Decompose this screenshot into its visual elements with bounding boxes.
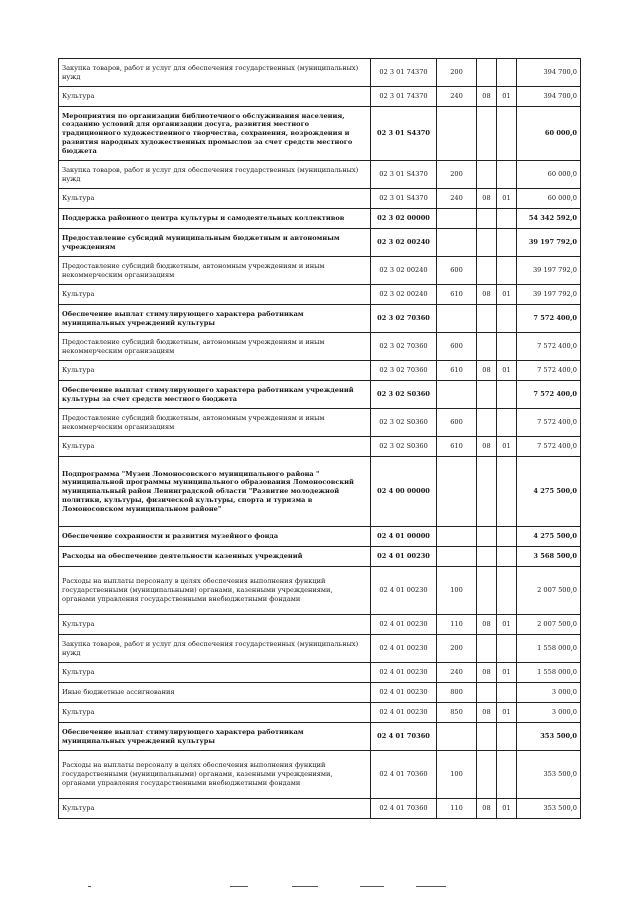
table-row: [59, 663, 581, 683]
row-section: [477, 257, 497, 285]
row-amount: 39 197 792,0: [517, 229, 581, 257]
row-subsection: [497, 527, 517, 547]
row-name: Закупка товаров, работ и услуг для обеспечения государственных (муниципальных) нужд: [59, 161, 371, 189]
row-expense-type: [437, 229, 477, 257]
row-section: 08: [477, 285, 497, 305]
table-row: [59, 635, 581, 663]
row-amount: 7 572 400,0: [517, 305, 581, 333]
row-section: [477, 107, 497, 161]
row-name: Культура: [59, 703, 371, 723]
budget-table: [58, 58, 581, 819]
row-subsection: [497, 635, 517, 663]
row-expense-type: [437, 457, 477, 527]
table-row: [59, 59, 581, 87]
table-row: [59, 229, 581, 257]
row-section: 08: [477, 361, 497, 381]
row-subsection: [497, 107, 517, 161]
row-expense-type: [437, 723, 477, 751]
row-subsection: [497, 409, 517, 437]
row-amount: 7 572 400,0: [517, 361, 581, 381]
row-expense-type: [437, 305, 477, 333]
row-code: 02 3 02 00240: [371, 257, 437, 285]
row-amount: 3 000,0: [517, 683, 581, 703]
row-code: 02 4 01 00230: [371, 547, 437, 567]
row-section: [477, 229, 497, 257]
row-code: 02 4 01 70360: [371, 723, 437, 751]
row-subsection: [497, 567, 517, 615]
row-amount: 60 000,0: [517, 189, 581, 209]
row-amount: 353 500,0: [517, 723, 581, 751]
row-name: Культура: [59, 437, 371, 457]
table-row: [59, 567, 581, 615]
row-subsection: [497, 257, 517, 285]
row-name: Подпрограмма "Музеи Ломоносовского муниципального района " муниципальной программы муниципального образования Ломоносовский муниципальный район Ленинградской области "Развитие молодежной политики, культуры, физической культуры, спорта и туризма в Ломоносовском муниципальном районе": [59, 457, 371, 527]
row-section: [477, 751, 497, 799]
row-section: [477, 333, 497, 361]
table-row: [59, 107, 581, 161]
table-row: [59, 437, 581, 457]
row-subsection: 01: [497, 437, 517, 457]
row-subsection: 01: [497, 189, 517, 209]
row-expense-type: 200: [437, 161, 477, 189]
row-expense-type: 240: [437, 189, 477, 209]
table-row: [59, 257, 581, 285]
row-amount: 3 568 500,0: [517, 547, 581, 567]
row-expense-type: 100: [437, 751, 477, 799]
row-name: Обеспечение выплат стимулирующего характера работникам муниципальных учреждений культуры: [59, 305, 371, 333]
row-name: Предоставление субсидий бюджетным, автономным учреждениям и иным некоммерческим организациям: [59, 409, 371, 437]
row-subsection: [497, 209, 517, 229]
row-code: 02 3 01 S4370: [371, 161, 437, 189]
row-code: 02 4 00 00000: [371, 457, 437, 527]
row-name: Расходы на выплаты персоналу в целях обеспечения выполнения функций государственными (муниципальными) органами, казенными учреждениями, органами управления государственными внебюджетными фондами: [59, 567, 371, 615]
row-subsection: 01: [497, 615, 517, 635]
row-name: Культура: [59, 615, 371, 635]
row-subsection: 01: [497, 361, 517, 381]
row-name: Культура: [59, 87, 371, 107]
row-expense-type: 200: [437, 59, 477, 87]
row-section: 08: [477, 189, 497, 209]
table-row: [59, 527, 581, 547]
table-row: [59, 381, 581, 409]
row-code: 02 4 01 70360: [371, 799, 437, 819]
row-name: Культура: [59, 285, 371, 305]
row-code: 02 3 02 70360: [371, 305, 437, 333]
table-row: [59, 409, 581, 437]
row-amount: 1 558 000,0: [517, 663, 581, 683]
row-subsection: [497, 457, 517, 527]
row-amount: 60 000,0: [517, 107, 581, 161]
row-name: Культура: [59, 361, 371, 381]
table-row: [59, 723, 581, 751]
row-amount: 7 572 400,0: [517, 437, 581, 457]
row-expense-type: 110: [437, 615, 477, 635]
table-row: [59, 457, 581, 527]
row-subsection: [497, 723, 517, 751]
row-code: 02 4 01 70360: [371, 751, 437, 799]
row-code: 02 4 01 00230: [371, 567, 437, 615]
row-subsection: [497, 683, 517, 703]
row-section: 08: [477, 615, 497, 635]
row-code: 02 3 02 00000: [371, 209, 437, 229]
table-row: [59, 333, 581, 361]
row-expense-type: 240: [437, 87, 477, 107]
row-expense-type: [437, 381, 477, 409]
row-expense-type: 240: [437, 663, 477, 683]
row-name: Культура: [59, 663, 371, 683]
row-amount: 2 007 500,0: [517, 615, 581, 635]
row-subsection: [497, 305, 517, 333]
row-section: [477, 567, 497, 615]
row-code: 02 3 02 70360: [371, 361, 437, 381]
row-section: 08: [477, 799, 497, 819]
row-name: Иные бюджетные ассигнования: [59, 683, 371, 703]
row-amount: 4 275 500,0: [517, 457, 581, 527]
row-amount: 7 572 400,0: [517, 409, 581, 437]
row-code: 02 3 01 74370: [371, 87, 437, 107]
row-subsection: 01: [497, 663, 517, 683]
row-subsection: 01: [497, 799, 517, 819]
row-name: Обеспечение выплат стимулирующего характера работникам муниципальных учреждений культуры: [59, 723, 371, 751]
row-section: [477, 683, 497, 703]
row-code: 02 3 01 74370: [371, 59, 437, 87]
row-code: 02 4 01 00230: [371, 703, 437, 723]
row-code: 02 4 01 00230: [371, 663, 437, 683]
row-name: Обеспечение выплат стимулирующего характера работникам учреждений культуры за счет средств местного бюджета: [59, 381, 371, 409]
row-amount: 353 500,0: [517, 751, 581, 799]
row-expense-type: 600: [437, 409, 477, 437]
row-section: [477, 409, 497, 437]
row-section: [477, 527, 497, 547]
row-expense-type: [437, 107, 477, 161]
row-subsection: [497, 161, 517, 189]
row-name: Поддержка районного центра культуры и самодеятельных коллективов: [59, 209, 371, 229]
row-amount: 353 500,0: [517, 799, 581, 819]
table-row: [59, 161, 581, 189]
row-amount: 394 700,0: [517, 87, 581, 107]
row-section: 08: [477, 663, 497, 683]
page-bottom-scan-marks: [60, 880, 580, 894]
row-expense-type: 200: [437, 635, 477, 663]
row-name: Расходы на обеспечение деятельности казенных учреждений: [59, 547, 371, 567]
row-name: Закупка товаров, работ и услуг для обеспечения государственных (муниципальных) нужд: [59, 635, 371, 663]
table-row: [59, 683, 581, 703]
row-code: 02 3 02 S0360: [371, 437, 437, 457]
row-expense-type: 610: [437, 361, 477, 381]
row-code: 02 4 01 00230: [371, 615, 437, 635]
row-code: 02 3 01 S4370: [371, 189, 437, 209]
row-name: Предоставление субсидий бюджетным, автономным учреждениям и иным некоммерческим организациям: [59, 257, 371, 285]
table-row: [59, 547, 581, 567]
row-section: [477, 161, 497, 189]
row-section: [477, 305, 497, 333]
row-expense-type: 110: [437, 799, 477, 819]
row-subsection: [497, 381, 517, 409]
row-amount: 54 342 592,0: [517, 209, 581, 229]
row-expense-type: 100: [437, 567, 477, 615]
row-expense-type: 600: [437, 333, 477, 361]
row-name: Обеспечение сохранности и развития музейного фонда: [59, 527, 371, 547]
row-section: 08: [477, 703, 497, 723]
row-code: 02 4 01 00230: [371, 635, 437, 663]
table-body: [59, 59, 581, 819]
row-name: Предоставление субсидий бюджетным, автономным учреждениям и иным некоммерческим организациям: [59, 333, 371, 361]
row-section: [477, 59, 497, 87]
row-subsection: [497, 229, 517, 257]
row-code: 02 3 02 70360: [371, 333, 437, 361]
row-section: [477, 547, 497, 567]
row-subsection: 01: [497, 703, 517, 723]
row-subsection: [497, 59, 517, 87]
table-row: [59, 751, 581, 799]
table-row: [59, 285, 581, 305]
table-row: [59, 361, 581, 381]
row-expense-type: 600: [437, 257, 477, 285]
row-subsection: 01: [497, 87, 517, 107]
row-amount: 7 572 400,0: [517, 381, 581, 409]
table-row: [59, 799, 581, 819]
row-code: 02 3 02 00240: [371, 285, 437, 305]
row-section: [477, 635, 497, 663]
table-row: [59, 703, 581, 723]
table-row: [59, 615, 581, 635]
row-amount: 3 000,0: [517, 703, 581, 723]
row-amount: 2 007 500,0: [517, 567, 581, 615]
row-subsection: 01: [497, 285, 517, 305]
row-name: Закупка товаров, работ и услуг для обеспечения государственных (муниципальных) нужд: [59, 59, 371, 87]
row-section: 08: [477, 437, 497, 457]
row-code: 02 3 02 00240: [371, 229, 437, 257]
table-row: [59, 305, 581, 333]
row-section: [477, 209, 497, 229]
row-amount: 4 275 500,0: [517, 527, 581, 547]
row-subsection: [497, 751, 517, 799]
row-amount: 7 572 400,0: [517, 333, 581, 361]
row-code: 02 4 01 00000: [371, 527, 437, 547]
row-expense-type: 850: [437, 703, 477, 723]
row-code: 02 3 02 S0360: [371, 409, 437, 437]
row-expense-type: 800: [437, 683, 477, 703]
row-amount: 39 197 792,0: [517, 285, 581, 305]
row-name: Расходы на выплаты персоналу в целях обеспечения выполнения функций государственными (муниципальными) органами, казенными учреждениями, органами управления государственными внебюджетными фондами: [59, 751, 371, 799]
row-code: 02 3 02 S0360: [371, 381, 437, 409]
row-subsection: [497, 333, 517, 361]
row-name: Культура: [59, 799, 371, 819]
row-name: Мероприятия по организации библиотечного обслуживания населения, созданию условий для организации досуга, развития местного традиционного художественного творчества, сохранения, возрождения и развития народных художественных промыслов за счет средств местного бюджета: [59, 107, 371, 161]
row-amount: 60 000,0: [517, 161, 581, 189]
row-amount: 394 700,0: [517, 59, 581, 87]
row-section: 08: [477, 87, 497, 107]
row-expense-type: 610: [437, 437, 477, 457]
row-subsection: [497, 547, 517, 567]
row-amount: 39 197 792,0: [517, 257, 581, 285]
row-section: [477, 457, 497, 527]
table-row: [59, 209, 581, 229]
row-code: 02 3 01 S4370: [371, 107, 437, 161]
row-name: Культура: [59, 189, 371, 209]
table-row: [59, 87, 581, 107]
row-expense-type: 610: [437, 285, 477, 305]
table-row: [59, 189, 581, 209]
row-amount: 1 558 000,0: [517, 635, 581, 663]
row-expense-type: [437, 547, 477, 567]
row-expense-type: [437, 527, 477, 547]
row-code: 02 4 01 00230: [371, 683, 437, 703]
row-name: Предоставление субсидий муниципальным бюджетным и автономным учреждениям: [59, 229, 371, 257]
row-section: [477, 381, 497, 409]
row-section: [477, 723, 497, 751]
row-expense-type: [437, 209, 477, 229]
